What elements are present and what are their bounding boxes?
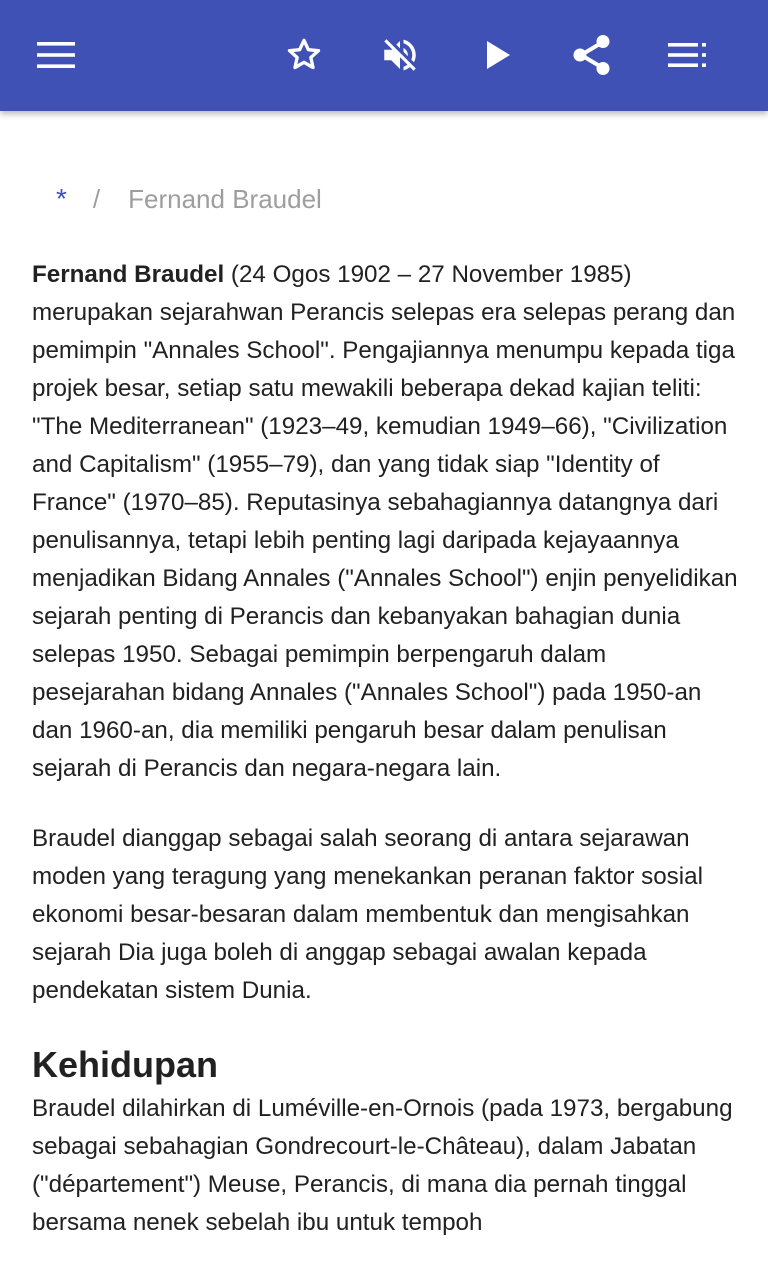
play-icon [483, 39, 513, 71]
breadcrumb-separator: / [92, 183, 101, 214]
intro-paragraph [32, 256, 742, 788]
share-icon [572, 34, 612, 76]
star-icon [284, 35, 324, 75]
section-paragraph: Braudel dilahirkan di Luméville-en-Ornois (pada 1973, bergabung sebagai sebahagian Gondrecourt-le-Château), dalam Jabatan ("département") Meuse, Perancis, di mana dia pernah tinggal bersama nenek sebelah ibu untuk tempoh [32, 1095, 733, 1236]
menu-icon [37, 41, 75, 69]
favorite-button[interactable] [276, 27, 332, 83]
breadcrumb [56, 179, 322, 219]
intro-text: (24 Ogos 1902 – 27 November 1985) merupakan sejarahwan Perancis selepas era selepas perang dan pemimpin "Annales School". Pengajiannya menumpu kepada tiga projek besar, setiap satu mewakili beberapa dekad kajian teliti: "The Mediterranean" (1923–49, kemudian 1949–66), "Civilization and Capitalism" (1955–79), dan yang tidak siap "Identity of France" (1970–85). Reputasinya sebahagiannya datangnya dari penulisannya, tetapi lebih penting lagi daripada kejayaannya menjadikan Bidang Annales ("Annales School") enjin penyelidikan sejarah penting di Perancis dan kebanyakan bahagian dunia selepas 1950. Sebagai pemimpin berpengaruh dalam pesejarahan bidang Annales ("Annales School") pada 1950-an dan 1960-an, dia memiliki pengaruh besar dalam penulisan sejarah di Perancis dan negara-negara lain. [32, 261, 738, 782]
playlist-icon [668, 41, 708, 69]
playlist-button[interactable] [660, 27, 716, 83]
breadcrumb-current: Fernand Braudel [128, 183, 322, 214]
play-button[interactable] [470, 27, 526, 83]
article-subject-name: Fernand Braudel [32, 261, 225, 288]
section-heading: Kehidupan [32, 1044, 218, 1085]
app-toolbar [0, 0, 768, 111]
menu-button[interactable] [28, 27, 84, 83]
share-button[interactable] [564, 27, 620, 83]
volume-off-icon [379, 34, 421, 76]
mute-button[interactable] [372, 27, 428, 83]
breadcrumb-home-link[interactable]: * [56, 183, 67, 214]
paragraph-2: Braudel dianggap sebagai salah seorang di antara sejarawan moden yang teragung yang menekankan peranan faktor sosial ekonomi besar-besaran dalam membentuk dan mengisahkan sejarah Dia juga boleh di anggap sebagai awalan kepada pendekatan sistem Dunia. [32, 825, 703, 1004]
article-body [32, 256, 742, 1242]
article-content[interactable] [0, 111, 768, 1280]
